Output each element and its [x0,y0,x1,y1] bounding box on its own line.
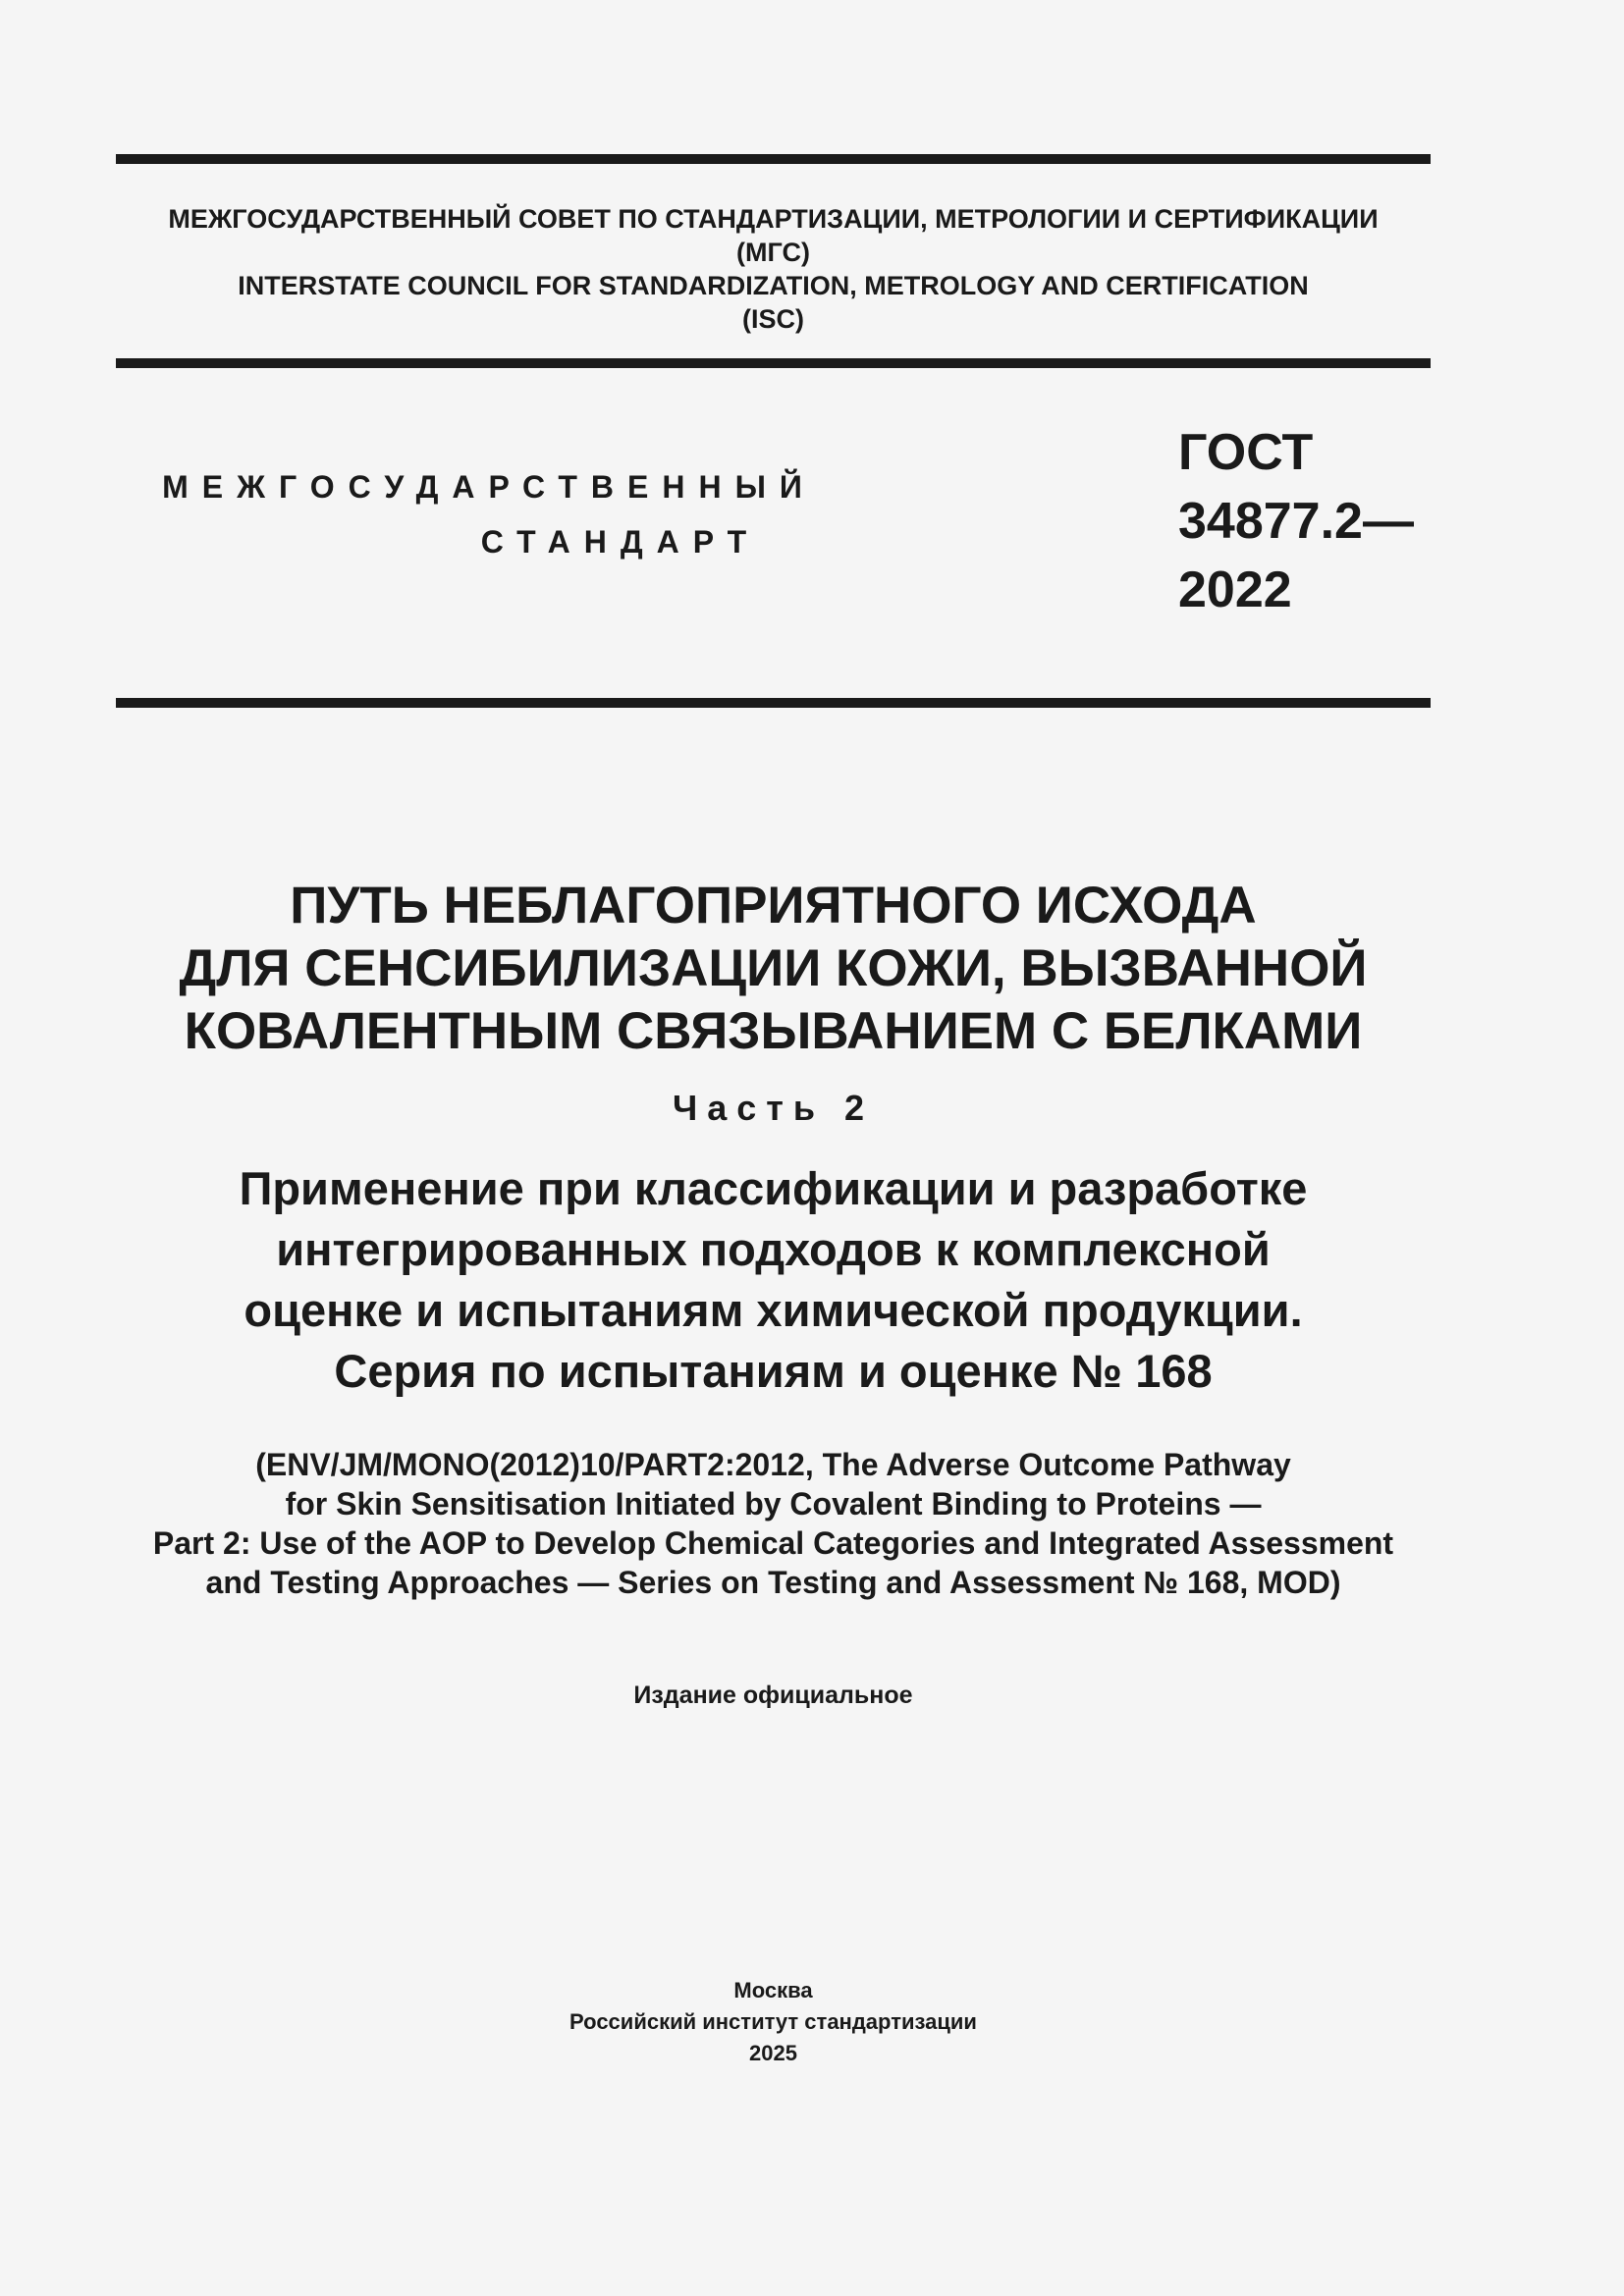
council-name-ru: МЕЖГОСУДАРСТВЕННЫЙ СОВЕТ ПО СТАНДАРТИЗАЦИИ, МЕТРОЛОГИИ И СЕРТИФИКАЦИИ [168,204,1379,234]
publisher-year: 2025 [749,2041,797,2065]
council-name-en: INTERSTATE COUNCIL FOR STANDARDIZATION, METROLOGY AND CERTIFICATION [238,271,1309,300]
original-line4: and Testing Approaches — Series on Testing and Assessment № 168, MOD) [205,1565,1341,1600]
gost-number: 34877.2— [1178,493,1414,550]
council-abbr-ru: (МГС) [736,238,810,267]
part-number: Часть 2 [672,1088,875,1128]
original-line3: Part 2: Use of the AOP to Develop Chemical Categories and Integrated Assessment [152,1525,1394,1561]
original-reference [116,1445,1431,1602]
title-line3: КОВАЛЕНТНЫМ СВЯЗЫВАНИЕМ С БЕЛКАМИ [184,1002,1363,1060]
bottom-divider [116,698,1431,708]
document-title [116,875,1431,1063]
publisher-city: Москва [733,1978,813,2002]
standard-kind-line1: МЕЖГОСУДАРСТВЕННЫЙ [162,469,816,505]
middle-divider [116,358,1431,368]
publisher-block [116,1975,1431,2069]
council-header [116,202,1431,336]
title-line1: ПУТЬ НЕБЛАГОПРИЯТНОГО ИСХОДА [290,877,1257,934]
edition-label: Издание официальное [633,1682,913,1709]
gost-year: 2022 [1178,561,1292,618]
subtitle-line2: интегрированных подходов к комплексной [276,1223,1271,1275]
document-subtitle [116,1158,1431,1402]
standard-kind-line2: СТАНДАРТ [480,524,761,560]
original-line1: (ENV/JM/MONO(2012)10/PART2:2012, The Adverse Outcome Pathway [255,1447,1291,1482]
publisher-org: Российский институт стандартизации [569,2009,977,2034]
council-abbr-en: (ISC) [742,304,804,334]
title-line2: ДЛЯ СЕНСИБИЛИЗАЦИИ КОЖИ, ВЫЗВАННОЙ [179,939,1368,997]
original-line2: for Skin Sensitisation Initiated by Covalent Binding to Proteins — [285,1486,1262,1522]
top-divider [116,154,1431,164]
subtitle-line1: Применение при классификации и разработке [239,1162,1308,1214]
gost-label: ГОСТ [1178,424,1314,481]
gost-designation [1178,418,1414,624]
subtitle-line4: Серия по испытаниям и оценке № 168 [334,1345,1213,1397]
subtitle-line3: оценке и испытаниям химической продукции. [244,1284,1303,1336]
